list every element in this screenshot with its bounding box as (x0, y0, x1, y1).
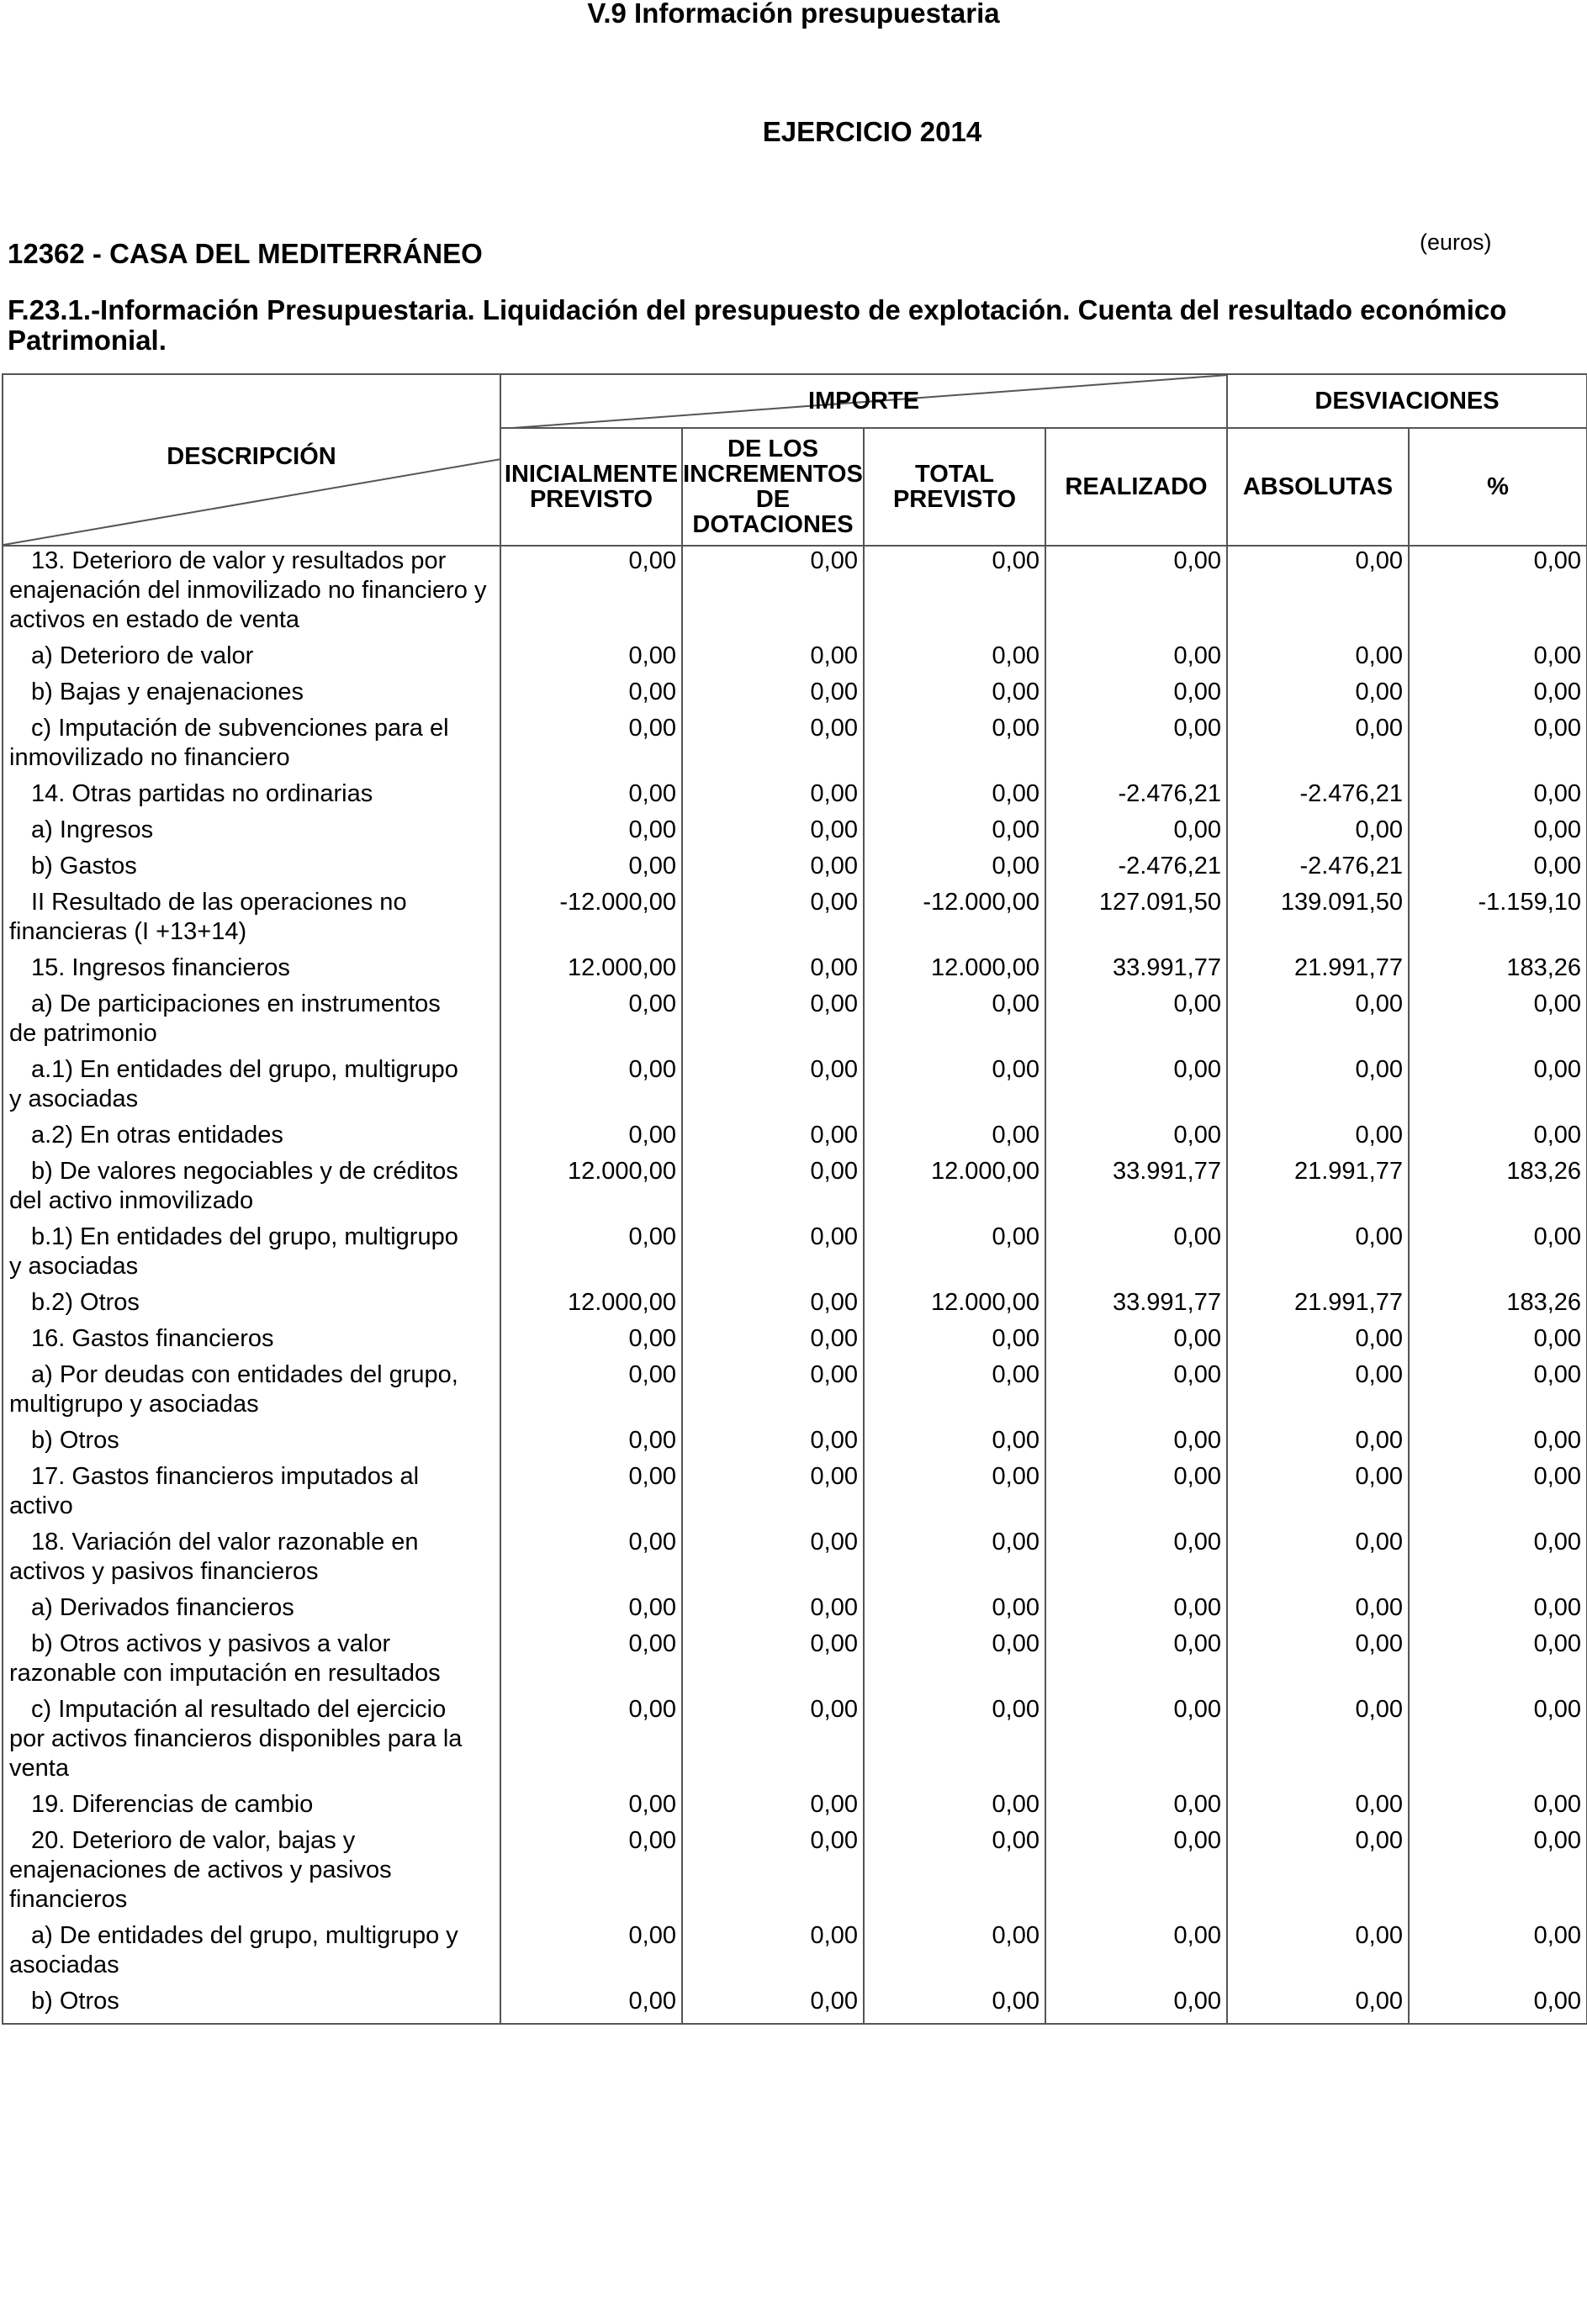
cell-incrementos: 0,00 (682, 1157, 864, 1223)
cell-inicialmente-previsto: 12.000,00 (500, 1157, 682, 1223)
row-description-continuation: financieras (I +13+14) (9, 918, 247, 945)
cell-realizado: 0,00 (1045, 1426, 1227, 1462)
header-importe (500, 374, 1227, 428)
cell-incrementos: 0,00 (682, 1629, 864, 1695)
row-description-first-line: b) Otros (31, 1427, 119, 1454)
row-description-first-line: b) Otros activos y pasivos a valor (31, 1630, 391, 1657)
cell-absolutas: -2.476,21 (1227, 852, 1409, 888)
row-description-continuation: del activo inmovilizado (9, 1187, 254, 1214)
table-row (3, 1121, 1587, 1157)
table-row (3, 1360, 1587, 1426)
cell-inicialmente-previsto: 0,00 (500, 990, 682, 1055)
cell-realizado: 0,00 (1045, 1528, 1227, 1593)
row-description-continuation: enajenación del inmovilizado no financiero y activos en estado de venta (9, 577, 487, 633)
units-label: (euros) (1420, 230, 1492, 255)
row-description-continuation: enajenaciones de activos y pasivos financieros (9, 1857, 392, 1913)
cell-absolutas: 0,00 (1227, 1426, 1409, 1462)
cell-absolutas: 0,00 (1227, 1462, 1409, 1528)
row-description-continuation: por activos financieros disponibles para la venta (9, 1725, 463, 1782)
cell-total-previsto: 0,00 (864, 678, 1045, 714)
cell-total-previsto: 0,00 (864, 1360, 1045, 1426)
table-row (3, 953, 1587, 990)
cell-incrementos: 0,00 (682, 990, 864, 1055)
cell-inicialmente-previsto: 12.000,00 (500, 953, 682, 990)
row-description (3, 1826, 500, 1921)
cell-porcentaje: 0,00 (1409, 1360, 1587, 1426)
cell-total-previsto: 0,00 (864, 1826, 1045, 1921)
row-description-first-line: 20. Deterioro de valor, bajas y (31, 1827, 356, 1854)
cell-realizado: 0,00 (1045, 642, 1227, 678)
cell-total-previsto: -12.000,00 (864, 888, 1045, 953)
row-description-first-line: a) Ingresos (31, 816, 154, 843)
cell-inicialmente-previsto: 0,00 (500, 1462, 682, 1528)
cell-total-previsto: 0,00 (864, 1593, 1045, 1629)
table-row (3, 546, 1587, 642)
cell-realizado: 33.991,77 (1045, 953, 1227, 990)
cell-realizado: 0,00 (1045, 678, 1227, 714)
fiscal-year-title: EJERCICIO 2014 (762, 116, 982, 147)
row-description-continuation: activos y pasivos financieros (9, 1558, 319, 1585)
cell-absolutas: 0,00 (1227, 1121, 1409, 1157)
cell-absolutas: 0,00 (1227, 546, 1409, 642)
cell-total-previsto: 0,00 (864, 714, 1045, 779)
row-description (3, 990, 500, 1055)
cell-inicialmente-previsto: 0,00 (500, 1629, 682, 1695)
row-description (3, 1921, 500, 1987)
budget-table (2, 373, 1587, 2025)
cell-incrementos: 0,00 (682, 1528, 864, 1593)
row-description (3, 816, 500, 852)
cell-absolutas: 0,00 (1227, 1695, 1409, 1790)
cell-realizado: 0,00 (1045, 1360, 1227, 1426)
cell-total-previsto: 0,00 (864, 1462, 1045, 1528)
cell-porcentaje: 183,26 (1409, 953, 1587, 990)
cell-inicialmente-previsto: 0,00 (500, 852, 682, 888)
cell-porcentaje: 0,00 (1409, 1593, 1587, 1629)
row-description-continuation: razonable con imputación en resultados (9, 1660, 441, 1687)
row-description-continuation: de patrimonio (9, 1020, 157, 1047)
cell-porcentaje: 0,00 (1409, 1426, 1587, 1462)
row-description (3, 1593, 500, 1629)
cell-porcentaje: 0,00 (1409, 852, 1587, 888)
cell-inicialmente-previsto: 0,00 (500, 546, 682, 642)
cell-incrementos: 0,00 (682, 816, 864, 852)
cell-absolutas: 0,00 (1227, 1223, 1409, 1288)
row-description-first-line: 16. Gastos financieros (31, 1325, 274, 1352)
row-description-first-line: a.1) En entidades del grupo, multigrupo (31, 1056, 458, 1083)
cell-incrementos: 0,00 (682, 779, 864, 816)
table-row (3, 642, 1587, 678)
cell-inicialmente-previsto: 0,00 (500, 1790, 682, 1826)
table-row (3, 779, 1587, 816)
row-description-first-line: 17. Gastos financieros imputados al (31, 1463, 420, 1490)
cell-realizado: -2.476,21 (1045, 779, 1227, 816)
cell-incrementos: 0,00 (682, 1288, 864, 1324)
header-absolutas-label: ABSOLUTAS (1242, 473, 1394, 500)
cell-realizado: 0,00 (1045, 1223, 1227, 1288)
row-description-first-line: a) Deterioro de valor (31, 642, 254, 669)
cell-absolutas: 139.091,50 (1227, 888, 1409, 953)
cell-inicialmente-previsto: 0,00 (500, 1695, 682, 1790)
cell-inicialmente-previsto: 0,00 (500, 1055, 682, 1121)
cell-total-previsto: 0,00 (864, 1121, 1045, 1157)
cell-realizado: 0,00 (1045, 1462, 1227, 1528)
table-row (3, 990, 1587, 1055)
cell-incrementos: 0,00 (682, 714, 864, 779)
table-row (3, 1157, 1587, 1223)
cell-inicialmente-previsto: 0,00 (500, 1223, 682, 1288)
cell-absolutas: 0,00 (1227, 990, 1409, 1055)
header-incrementos-dotaciones (682, 428, 864, 546)
cell-total-previsto: 0,00 (864, 1055, 1045, 1121)
cell-incrementos: 0,00 (682, 1921, 864, 1987)
table-row (3, 1921, 1587, 1987)
header-realizado (1045, 428, 1227, 546)
cell-realizado: 0,00 (1045, 1987, 1227, 2024)
cell-incrementos: 0,00 (682, 1426, 864, 1462)
header-descripcion (3, 374, 500, 546)
section-title: V.9 Información presupuestaria (587, 0, 1000, 29)
cell-incrementos: 0,00 (682, 642, 864, 678)
cell-total-previsto: 0,00 (864, 1528, 1045, 1593)
cell-porcentaje: 0,00 (1409, 990, 1587, 1055)
cell-absolutas: -2.476,21 (1227, 779, 1409, 816)
row-description-continuation: activo (9, 1492, 73, 1519)
cell-incrementos: 0,00 (682, 1826, 864, 1921)
cell-absolutas: 21.991,77 (1227, 1157, 1409, 1223)
row-description-first-line: a) Derivados financieros (31, 1594, 294, 1621)
cell-porcentaje: 0,00 (1409, 1921, 1587, 1987)
cell-realizado: 0,00 (1045, 1629, 1227, 1695)
cell-total-previsto: 0,00 (864, 1223, 1045, 1288)
cell-incrementos: 0,00 (682, 852, 864, 888)
cell-porcentaje: 183,26 (1409, 1157, 1587, 1223)
row-description (3, 678, 500, 714)
cell-porcentaje: 0,00 (1409, 1790, 1587, 1826)
row-description (3, 1055, 500, 1121)
cell-porcentaje: 0,00 (1409, 1324, 1587, 1360)
table-row (3, 816, 1587, 852)
cell-porcentaje: 0,00 (1409, 1223, 1587, 1288)
table-row (3, 1324, 1587, 1360)
cell-absolutas: 0,00 (1227, 1324, 1409, 1360)
table-body (3, 546, 1587, 2024)
row-description-first-line: c) Imputación al resultado del ejercicio (31, 1696, 447, 1723)
row-description-continuation: y asociadas (9, 1253, 139, 1280)
cell-total-previsto: 0,00 (864, 990, 1045, 1055)
table-row (3, 1629, 1587, 1695)
table-header (3, 374, 1587, 546)
row-description-first-line: 14. Otras partidas no ordinarias (31, 780, 373, 807)
row-description-first-line: a) De entidades del grupo, multigrupo y (31, 1922, 458, 1949)
cell-total-previsto: 0,00 (864, 1426, 1045, 1462)
cell-incrementos: 0,00 (682, 1055, 864, 1121)
cell-incrementos: 0,00 (682, 1223, 864, 1288)
cell-porcentaje: 0,00 (1409, 642, 1587, 678)
cell-inicialmente-previsto: 0,00 (500, 1826, 682, 1921)
header-desviaciones-label: DESVIACIONES (1315, 388, 1500, 415)
row-description-first-line: 18. Variación del valor razonable en (31, 1529, 419, 1555)
cell-absolutas: 0,00 (1227, 1360, 1409, 1426)
cell-incrementos: 0,00 (682, 1121, 864, 1157)
cell-total-previsto: 0,00 (864, 546, 1045, 642)
cell-inicialmente-previsto: 0,00 (500, 1360, 682, 1426)
cell-absolutas: 21.991,77 (1227, 1288, 1409, 1324)
cell-realizado: 0,00 (1045, 1826, 1227, 1921)
cell-inicialmente-previsto: 0,00 (500, 678, 682, 714)
cell-realizado: 0,00 (1045, 1695, 1227, 1790)
cell-porcentaje: 0,00 (1409, 779, 1587, 816)
table-row (3, 1288, 1587, 1324)
cell-total-previsto: 12.000,00 (864, 953, 1045, 990)
row-description (3, 852, 500, 888)
cell-inicialmente-previsto: 0,00 (500, 779, 682, 816)
cell-absolutas: 0,00 (1227, 678, 1409, 714)
cell-absolutas: 0,00 (1227, 714, 1409, 779)
cell-absolutas: 0,00 (1227, 1528, 1409, 1593)
cell-absolutas: 0,00 (1227, 1921, 1409, 1987)
cell-total-previsto: 0,00 (864, 816, 1045, 852)
table-row (3, 1055, 1587, 1121)
row-description (3, 1223, 500, 1288)
row-description (3, 714, 500, 779)
header-absolutas (1227, 428, 1409, 546)
cell-porcentaje: 0,00 (1409, 1695, 1587, 1790)
row-description (3, 1790, 500, 1826)
cell-porcentaje: 0,00 (1409, 816, 1587, 852)
table-row (3, 852, 1587, 888)
header-descripcion-label: DESCRIPCIÓN (167, 443, 336, 470)
header-porcentaje-label: % (1487, 473, 1509, 500)
cell-incrementos: 0,00 (682, 1324, 864, 1360)
cell-inicialmente-previsto: 0,00 (500, 1593, 682, 1629)
table-row (3, 1790, 1587, 1826)
header-incr-line4: DOTACIONES (692, 511, 854, 538)
header-importe-label: IMPORTE (807, 388, 920, 415)
cell-porcentaje: 0,00 (1409, 678, 1587, 714)
row-description (3, 1324, 500, 1360)
cell-porcentaje: -1.159,10 (1409, 888, 1587, 953)
header-desviaciones (1227, 374, 1587, 428)
cell-realizado: 0,00 (1045, 1121, 1227, 1157)
row-description-first-line: a.2) En otras entidades (31, 1122, 283, 1149)
table-row (3, 1987, 1587, 2024)
cell-porcentaje: 0,00 (1409, 1121, 1587, 1157)
cell-incrementos: 0,00 (682, 888, 864, 953)
row-description-first-line: 19. Diferencias de cambio (31, 1791, 314, 1818)
cell-porcentaje: 0,00 (1409, 1528, 1587, 1593)
cell-total-previsto: 0,00 (864, 1921, 1045, 1987)
row-description-continuation: inmovilizado no financiero (9, 744, 290, 771)
cell-inicialmente-previsto: 0,00 (500, 816, 682, 852)
cell-porcentaje: 183,26 (1409, 1288, 1587, 1324)
cell-inicialmente-previsto: 0,00 (500, 1528, 682, 1593)
cell-porcentaje: 0,00 (1409, 1462, 1587, 1528)
row-description (3, 1157, 500, 1223)
cell-absolutas: 0,00 (1227, 1826, 1409, 1921)
cell-realizado: 127.091,50 (1045, 888, 1227, 953)
cell-porcentaje: 0,00 (1409, 1629, 1587, 1695)
header-total-previsto (864, 428, 1045, 546)
cell-incrementos: 0,00 (682, 1790, 864, 1826)
row-description-continuation: multigrupo y asociadas (9, 1391, 259, 1418)
cell-total-previsto: 0,00 (864, 852, 1045, 888)
row-description-first-line: II Resultado de las operaciones no (31, 889, 407, 916)
cell-realizado: 0,00 (1045, 816, 1227, 852)
cell-absolutas: 0,00 (1227, 1055, 1409, 1121)
cell-total-previsto: 0,00 (864, 1629, 1045, 1695)
cell-porcentaje: 0,00 (1409, 1055, 1587, 1121)
row-description-first-line: 13. Deterioro de valor y resultados por (31, 547, 447, 574)
row-description-first-line: c) Imputación de subvenciones para el (31, 715, 449, 742)
cell-total-previsto: 12.000,00 (864, 1288, 1045, 1324)
cell-realizado: 0,00 (1045, 546, 1227, 642)
cell-absolutas: 0,00 (1227, 816, 1409, 852)
row-description (3, 1629, 500, 1695)
row-description-first-line: b.2) Otros (31, 1289, 140, 1316)
row-description-first-line: b.1) En entidades del grupo, multigrupo (31, 1223, 458, 1250)
row-description (3, 1288, 500, 1324)
report-title: F.23.1.-Información Presupuestaria. Liquidación del presupuesto de explotación. Cuenta del resultado económico Patrimonial. (8, 294, 1507, 356)
header-inicial-line2: PREVISTO (529, 486, 653, 513)
row-description-continuation: y asociadas (9, 1085, 139, 1112)
row-description (3, 642, 500, 678)
cell-absolutas: 0,00 (1227, 1629, 1409, 1695)
cell-absolutas: 21.991,77 (1227, 953, 1409, 990)
cell-inicialmente-previsto: 12.000,00 (500, 1288, 682, 1324)
cell-incrementos: 0,00 (682, 1987, 864, 2024)
row-description (3, 779, 500, 816)
table-row (3, 1826, 1587, 1921)
cell-total-previsto: 0,00 (864, 1790, 1045, 1826)
header-porcentaje (1409, 428, 1587, 546)
cell-inicialmente-previsto: -12.000,00 (500, 888, 682, 953)
cell-porcentaje: 0,00 (1409, 546, 1587, 642)
cell-porcentaje: 0,00 (1409, 714, 1587, 779)
row-description (3, 1695, 500, 1790)
row-description (3, 546, 500, 642)
header-total-line2: PREVISTO (892, 486, 1017, 513)
cell-total-previsto: 0,00 (864, 642, 1045, 678)
entity-name: 12362 - CASA DEL MEDITERRÁNEO (8, 238, 483, 269)
cell-inicialmente-previsto: 0,00 (500, 1921, 682, 1987)
cell-absolutas: 0,00 (1227, 1987, 1409, 2024)
cell-realizado: 0,00 (1045, 1593, 1227, 1629)
cell-porcentaje: 0,00 (1409, 1987, 1587, 2024)
row-description (3, 953, 500, 990)
cell-realizado: 0,00 (1045, 1921, 1227, 1987)
cell-total-previsto: 0,00 (864, 779, 1045, 816)
row-description (3, 1360, 500, 1426)
table-row (3, 888, 1587, 953)
header-total-line1: TOTAL (915, 461, 994, 488)
cell-inicialmente-previsto: 0,00 (500, 1426, 682, 1462)
cell-absolutas: 0,00 (1227, 1593, 1409, 1629)
table-row (3, 714, 1587, 779)
cell-porcentaje: 0,00 (1409, 1826, 1587, 1921)
cell-incrementos: 0,00 (682, 1360, 864, 1426)
header-incr-line2: INCREMENTOS (683, 461, 863, 488)
row-description-first-line: 15. Ingresos financieros (31, 954, 290, 981)
cell-incrementos: 0,00 (682, 678, 864, 714)
cell-realizado: 0,00 (1045, 1055, 1227, 1121)
cell-incrementos: 0,00 (682, 1462, 864, 1528)
cell-inicialmente-previsto: 0,00 (500, 1987, 682, 2024)
table-row (3, 1695, 1587, 1790)
row-description-first-line: a) De participaciones en instrumentos (31, 990, 441, 1017)
row-description-first-line: b) Otros (31, 1988, 119, 2015)
header-realizado-label: REALIZADO (1065, 473, 1208, 500)
cell-realizado: 0,00 (1045, 1790, 1227, 1826)
row-description (3, 1121, 500, 1157)
cell-inicialmente-previsto: 0,00 (500, 1121, 682, 1157)
cell-realizado: -2.476,21 (1045, 852, 1227, 888)
row-description-first-line: b) De valores negociables y de créditos (31, 1158, 458, 1185)
cell-incrementos: 0,00 (682, 1593, 864, 1629)
row-description (3, 888, 500, 953)
row-description-first-line: a) Por deudas con entidades del grupo, (31, 1361, 458, 1388)
table-row (3, 1462, 1587, 1528)
cell-incrementos: 0,00 (682, 953, 864, 990)
cell-total-previsto: 0,00 (864, 1324, 1045, 1360)
row-description (3, 1528, 500, 1593)
row-description (3, 1426, 500, 1462)
row-description (3, 1987, 500, 2024)
cell-absolutas: 0,00 (1227, 642, 1409, 678)
cell-total-previsto: 0,00 (864, 1695, 1045, 1790)
cell-incrementos: 0,00 (682, 546, 864, 642)
cell-realizado: 0,00 (1045, 1324, 1227, 1360)
cell-inicialmente-previsto: 0,00 (500, 1324, 682, 1360)
table-row (3, 1528, 1587, 1593)
cell-absolutas: 0,00 (1227, 1790, 1409, 1826)
table-row (3, 1426, 1587, 1462)
cell-inicialmente-previsto: 0,00 (500, 642, 682, 678)
cell-realizado: 0,00 (1045, 714, 1227, 779)
table-row (3, 678, 1587, 714)
row-description-continuation: asociadas (9, 1952, 119, 1978)
header-inicialmente-previsto (500, 428, 682, 546)
cell-realizado: 0,00 (1045, 990, 1227, 1055)
row-description-first-line: b) Bajas y enajenaciones (31, 679, 304, 705)
cell-realizado: 33.991,77 (1045, 1288, 1227, 1324)
table-row (3, 1223, 1587, 1288)
cell-inicialmente-previsto: 0,00 (500, 714, 682, 779)
cell-incrementos: 0,00 (682, 1695, 864, 1790)
header-incr-line1: DE LOS (727, 436, 818, 462)
row-description-first-line: b) Gastos (31, 853, 137, 879)
cell-total-previsto: 0,00 (864, 1987, 1045, 2024)
cell-total-previsto: 12.000,00 (864, 1157, 1045, 1223)
cell-realizado: 33.991,77 (1045, 1157, 1227, 1223)
header-incr-line3: DE (755, 486, 791, 513)
row-description (3, 1462, 500, 1528)
table-row (3, 1593, 1587, 1629)
header-inicial-line1: INICIALMENTE (504, 461, 679, 488)
